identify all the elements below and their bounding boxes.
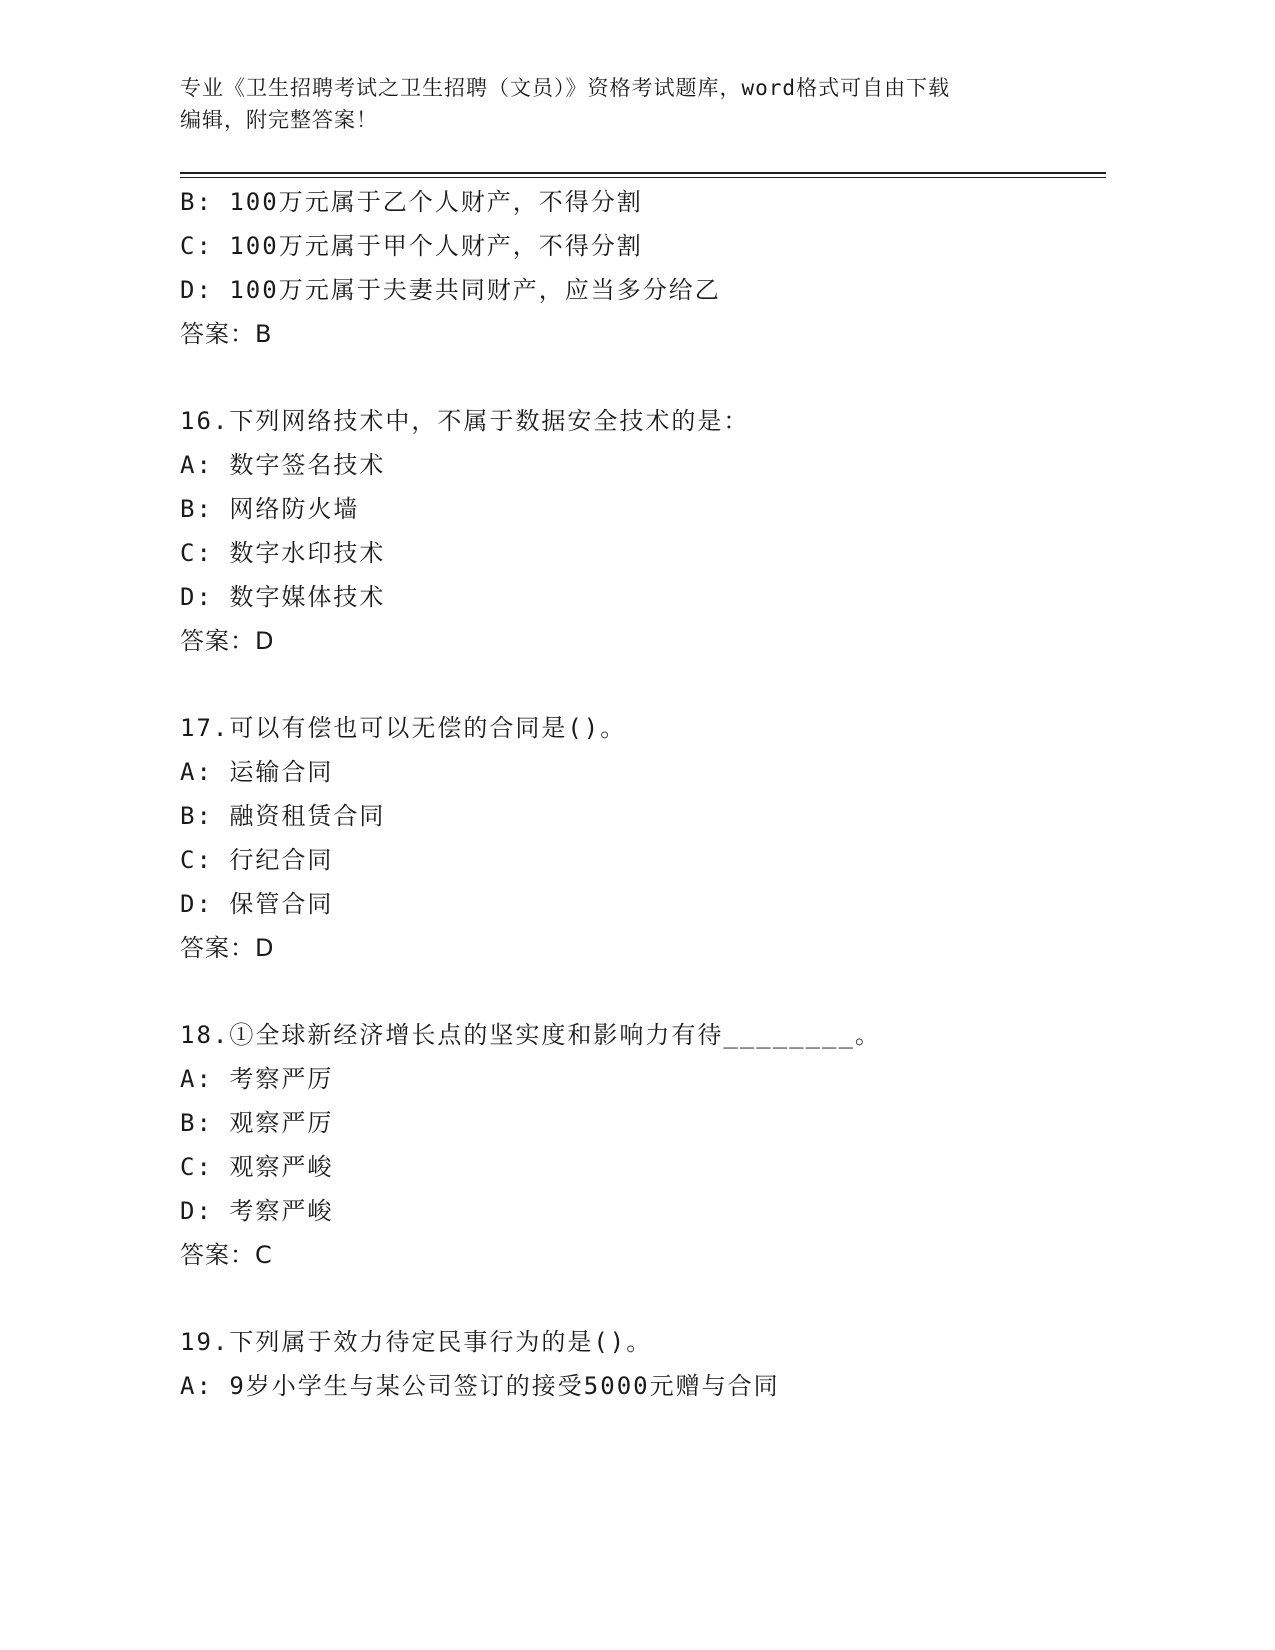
option-a: A: 数字签名技术 bbox=[180, 451, 386, 479]
question-stem: 18.①全球新经济增长点的坚实度和影响力有待________。 bbox=[180, 1021, 881, 1049]
question-stem: 19.下列属于效力待定民事行为的是()。 bbox=[180, 1328, 653, 1356]
option-d: D: 100万元属于夫妻共同财产，应当多分给乙 bbox=[180, 276, 721, 304]
option-b: B: 观察严厉 bbox=[180, 1109, 334, 1137]
spacer bbox=[180, 1277, 1110, 1320]
option-b: B: 网络防火墙 bbox=[180, 495, 360, 523]
option-d: D: 数字媒体技术 bbox=[180, 583, 386, 611]
option-b: B: 100万元属于乙个人财产，不得分割 bbox=[180, 188, 643, 216]
answer-line: 答案：D bbox=[180, 934, 275, 962]
question-stem: 16.下列网络技术中，不属于数据安全技术的是： bbox=[180, 407, 750, 435]
option-c: C: 行纪合同 bbox=[180, 846, 334, 874]
continued-question bbox=[180, 180, 1110, 356]
spacer bbox=[180, 356, 1110, 399]
option-c: C: 观察严峻 bbox=[180, 1153, 334, 1181]
option-b: B: 融资租赁合同 bbox=[180, 802, 386, 830]
option-c: C: 数字水印技术 bbox=[180, 539, 386, 567]
option-d: D: 保管合同 bbox=[180, 890, 334, 918]
option-a: A: 运输合同 bbox=[180, 758, 334, 786]
answer-line: 答案：B bbox=[180, 320, 273, 348]
option-d: D: 考察严峻 bbox=[180, 1197, 334, 1225]
answer-line: 答案：D bbox=[180, 627, 275, 655]
question-16 bbox=[180, 399, 1110, 663]
question-17 bbox=[180, 706, 1110, 970]
header-divider bbox=[180, 172, 1106, 178]
spacer bbox=[180, 970, 1110, 1013]
question-stem: 17.可以有偿也可以无偿的合同是()。 bbox=[180, 714, 627, 742]
option-c: C: 100万元属于甲个人财产，不得分割 bbox=[180, 232, 643, 260]
spacer bbox=[180, 663, 1110, 706]
header-line-1: 专业《卫生招聘考试之卫生招聘（文员）》资格考试题库，word格式可自由下载 bbox=[180, 76, 951, 100]
question-18 bbox=[180, 1013, 1110, 1277]
option-a: A: 考察严厉 bbox=[180, 1065, 334, 1093]
answer-line: 答案：C bbox=[180, 1241, 273, 1269]
question-19 bbox=[180, 1320, 1110, 1408]
document-header bbox=[180, 72, 1040, 136]
header-line-2: 编辑，附完整答案！ bbox=[180, 108, 378, 132]
question-list bbox=[180, 180, 1110, 1408]
option-a: A: 9岁小学生与某公司签订的接受5000元赠与合同 bbox=[180, 1372, 780, 1400]
